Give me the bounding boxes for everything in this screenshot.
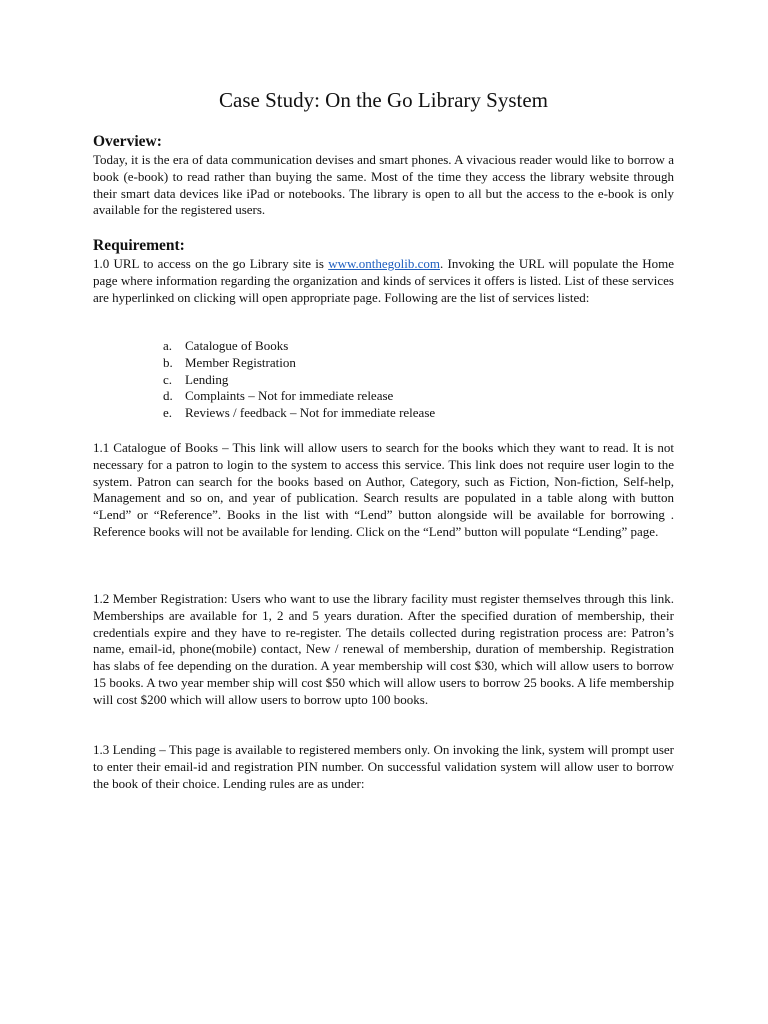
list-item bbox=[163, 355, 435, 372]
list-marker: c. bbox=[163, 371, 173, 387]
list-marker: e. bbox=[163, 405, 173, 421]
services-list bbox=[163, 338, 435, 422]
list-item-label: Catalogue of Books bbox=[185, 338, 289, 353]
list-marker: a. bbox=[163, 338, 173, 353]
requirement-1-0-text-before: 1.0 URL to access on the go Library site is bbox=[93, 256, 329, 271]
list-item bbox=[163, 388, 435, 405]
list-marker: b. bbox=[163, 354, 173, 370]
library-url-link[interactable]: www.onthegolib.com bbox=[328, 256, 440, 271]
list-item-label: Lending bbox=[185, 371, 229, 387]
requirement-1-3-paragraph: 1.3 Lending – This page is available to registered members only. On invoking the link, system will prompt user to enter their email-id and registration PIN number. On successful validation system will allow user to borrow the book of their choice. Lending rules are as under: bbox=[93, 742, 674, 791]
list-item bbox=[163, 405, 435, 422]
list-item-label: Reviews / feedback – Not for immediate release bbox=[185, 405, 436, 421]
overview-heading: Overview: bbox=[93, 133, 162, 150]
list-item-label: Member Registration bbox=[185, 354, 296, 370]
document-title: Case Study: On the Go Library System bbox=[219, 88, 548, 112]
overview-paragraph: Today, it is the era of data communication devises and smart phones. A vivacious reader would like to borrow a book (e-book) to read rather than buying the same. Most of the time they access the library website through their smart data devices like iPad or notebooks. The library is open to all but the access to the e-book is only available for the registered users. bbox=[93, 152, 674, 218]
requirement-heading: Requirement: bbox=[93, 237, 185, 254]
requirement-1-0-text-after: . Invoking the URL will populate the Home page where information regarding the organization and kinds of services it offers is listed. List of these services are hyperlinked on clicking will open appropriate page. Following are the list of services listed: bbox=[93, 256, 674, 305]
requirement-1-1-paragraph: 1.1 Catalogue of Books – This link will allow users to search for the books which they want to read. It is not necessary for a patron to login to the system to access this service. This link does not require user login to the system. Patron can search for the books based on Author, Category, such as Fiction, Non-fiction, Self-help, Management and so on, and year of publication. Search results are populated in a table along with button “Lend” or “Reference”. Books in the list with “Lend” button alongside will be available for borrowing . Reference books will not be available for lending. Click on the “Lend” button will populate “Lending” page. bbox=[93, 440, 674, 539]
requirement-1-0-paragraph bbox=[93, 256, 674, 306]
list-item bbox=[163, 372, 435, 389]
list-marker: d. bbox=[163, 388, 173, 404]
list-item-label: Complaints – Not for immediate release bbox=[185, 388, 394, 404]
requirement-1-2-paragraph: 1.2 Member Registration: Users who want to use the library facility must register themselves through this link. Memberships are available for 1, 2 and 5 years duration. After the specified duration of membership, their credentials expire and they have to re-register. The details collected during registration process are: Patron’s name, email-id, phone(mobile) contact, New / renewal of membership, duration of membership. Registration has slabs of fee depending on the duration. A year membership will cost $30, which will allow users to borrow 15 books. A two year member ship will cost $50 which will allow users to borrow 25 books. A life membership will cost $200 which will allow users to borrow upto 100 books. bbox=[93, 591, 674, 707]
list-item bbox=[163, 338, 435, 355]
